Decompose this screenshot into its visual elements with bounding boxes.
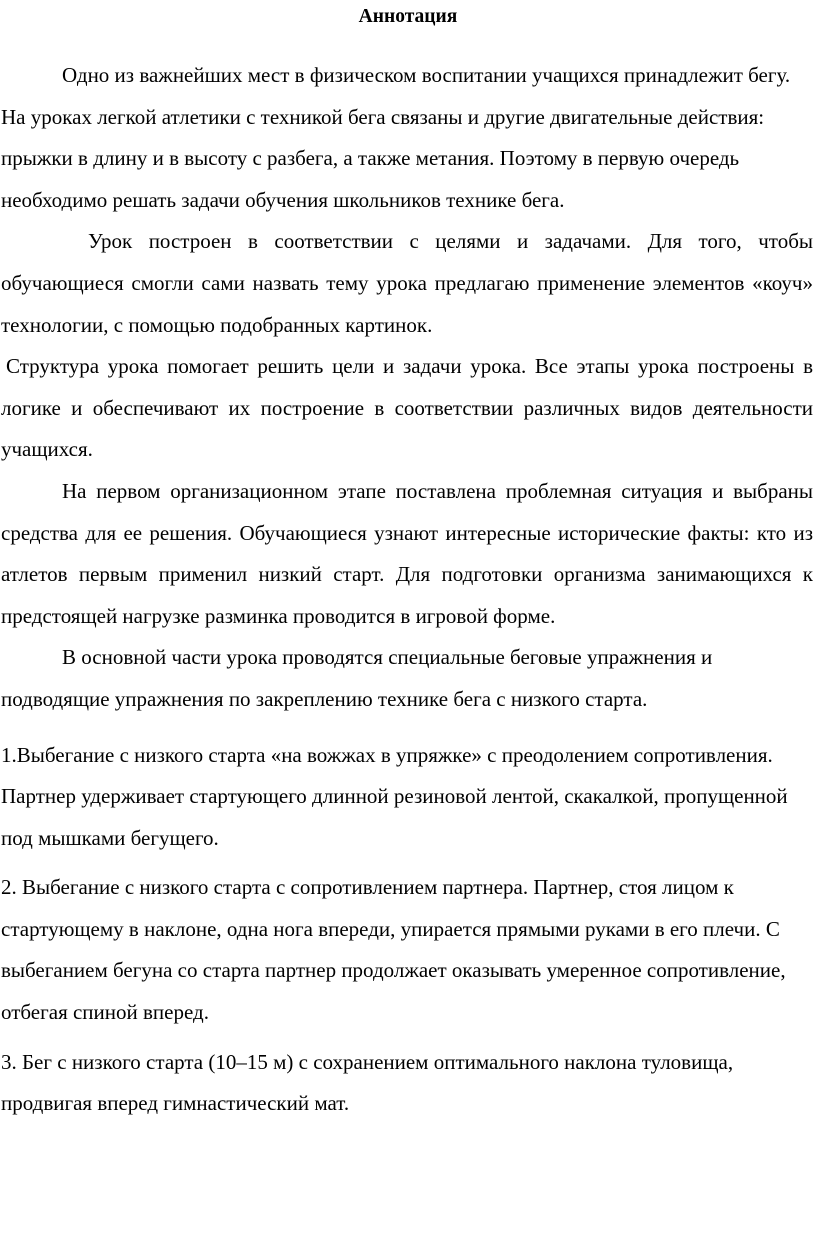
paragraph-intro: Одно из важнейших мест в физическом воспитании учащихся принадлежит бегу. На уроках легкой атлетики с техникой бега связаны и другие двигательные действия: прыжки в длину и в высоту с разбега, а также метания. Поэтому в первую очередь необходимо решать задачи обучения школьников технике бега. bbox=[1, 63, 791, 212]
paragraph-organizational-stage: На первом организационном этапе поставлена проблемная ситуация и выбраны средства для ее решения. Обучающиеся узнают интересные исторические факты: кто из атлетов первым применил низкий старт. Для подготовки организма занимающихся к предстоящей нагрузке разминка проводится в игровой форме. bbox=[1, 478, 813, 628]
exercise-item-2: 2. Выбегание с низкого старта с сопротивлением партнера. Партнер, стоя лицом к стартующему в наклоне, одна нога впереди, упирается прямыми руками в его плечи. С выбеганием бегуна со старта партнер продолжает оказывать умеренное сопротивление, отбегая спиной вперед. bbox=[1, 875, 786, 1025]
document-body bbox=[1, 55, 813, 1125]
exercise-item-3: 3. Бег с низкого старта (10–15 м) с сохранением оптимального наклона туловища, продвигая вперед гимнастический мат. bbox=[1, 1049, 734, 1116]
paragraph-lesson-structure: Урок построен в соответствии с целями и задачами. Для того, чтобы обучающиеся смогли сами назвать тему урока предлагаю применение элементов «коуч» технологии, с помощью подобранных картинок. bbox=[1, 229, 813, 337]
document-title: Аннотация bbox=[358, 6, 458, 27]
paragraph-main-part: В основной части урока проводятся специальные беговые упражнения и подводящие упражнения по закреплению технике бега с низкого старта. bbox=[1, 645, 713, 711]
exercise-item-1: 1.Выбегание с низкого старта «на вожжах в упряжке» с преодолением сопротивления. Партнер удерживает стартующего длинной резиновой лентой, скакалкой, пропущенной под мышками бегущего. bbox=[1, 742, 788, 850]
paragraph-lesson-goals: Структура урока помогает решить цели и задачи урока. Все этапы урока построены в логике и обеспечивают их построение в соответствии различных видов деятельности учащихся. bbox=[1, 354, 813, 462]
